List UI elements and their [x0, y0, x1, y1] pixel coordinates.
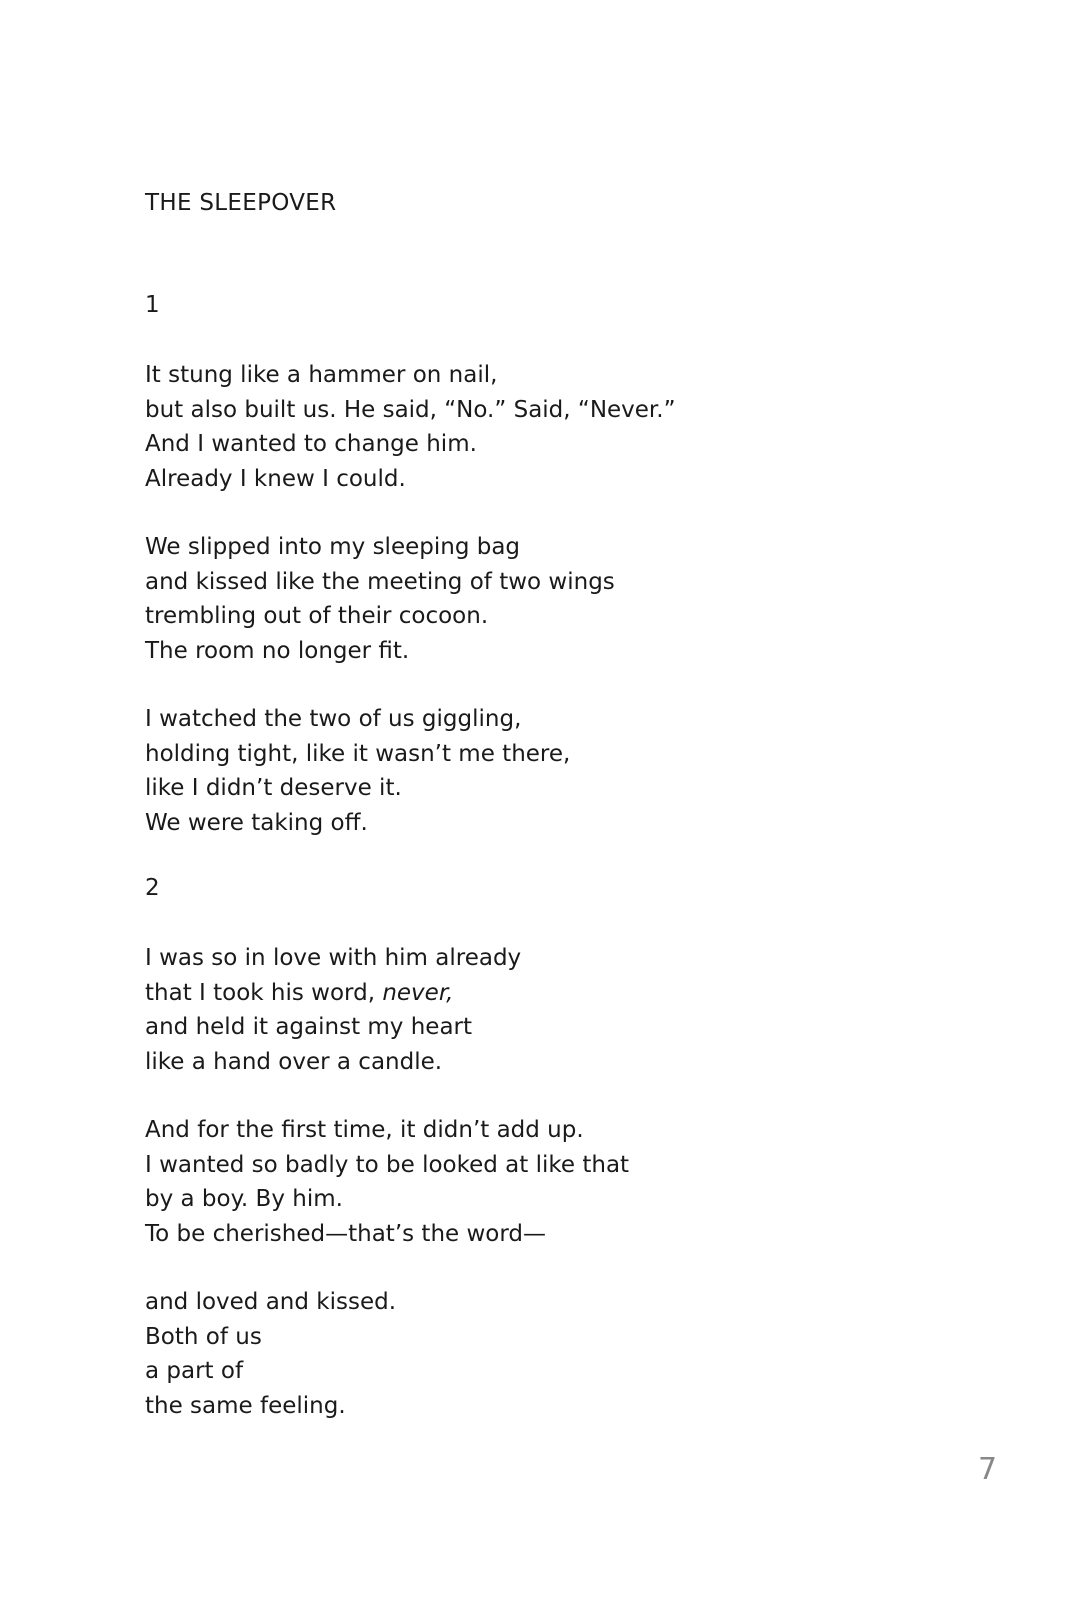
stanza — [145, 941, 521, 1079]
stanza — [145, 358, 676, 496]
page-number: 7 — [978, 1452, 998, 1487]
poem-line: but also built us. He said, “No.” Said, “Never.” — [145, 396, 676, 423]
poem-line: and kissed like the meeting of two wings — [145, 568, 615, 595]
poem-line: I was so in love with him already — [145, 945, 522, 971]
stanza — [145, 530, 615, 668]
stanza — [145, 1285, 396, 1423]
page-title: THE SLEEPOVER — [145, 190, 337, 216]
poem-line: the same feeling. — [145, 1392, 346, 1419]
poem-line: Already I knew I could. — [145, 465, 406, 492]
poem-line: The room no longer fit. — [145, 637, 410, 664]
poem-line: like a hand over a candle. — [145, 1048, 443, 1075]
poem-line: Both of us — [145, 1323, 262, 1350]
section-number-2: 2 — [145, 875, 160, 901]
poem-line: by a boy. By him. — [145, 1186, 343, 1212]
poem-line-text: that I took his word, — [145, 979, 383, 1006]
poem-line: a part of — [145, 1358, 244, 1384]
poem-line: trembling out of their cocoon. — [145, 603, 489, 629]
poem-line — [145, 976, 521, 1011]
stanza — [145, 702, 570, 840]
poem-line: It stung like a hammer on nail, — [145, 362, 498, 388]
poem-line: We slipped into my sleeping bag — [145, 534, 521, 560]
italic-word: never, — [382, 979, 454, 1006]
poem-line: holding tight, like it wasn’t me there, — [145, 740, 571, 767]
poem-line: I watched the two of us giggling, — [145, 706, 522, 732]
poem-line: And for the first time, it didn’t add up. — [145, 1117, 584, 1143]
poem-line: And I wanted to change him. — [145, 431, 477, 457]
poem-line: To be cherished—that’s the word— — [145, 1220, 547, 1247]
stanza — [145, 1113, 629, 1251]
poem-line: We were taking off. — [145, 809, 368, 836]
poem-line: and held it against my heart — [145, 1014, 473, 1040]
poem-line: and loved and kissed. — [145, 1289, 397, 1315]
poem-line: like I didn’t deserve it. — [145, 775, 402, 801]
poem-line: I wanted so badly to be looked at like that — [145, 1151, 630, 1178]
section-number-1: 1 — [145, 292, 160, 318]
